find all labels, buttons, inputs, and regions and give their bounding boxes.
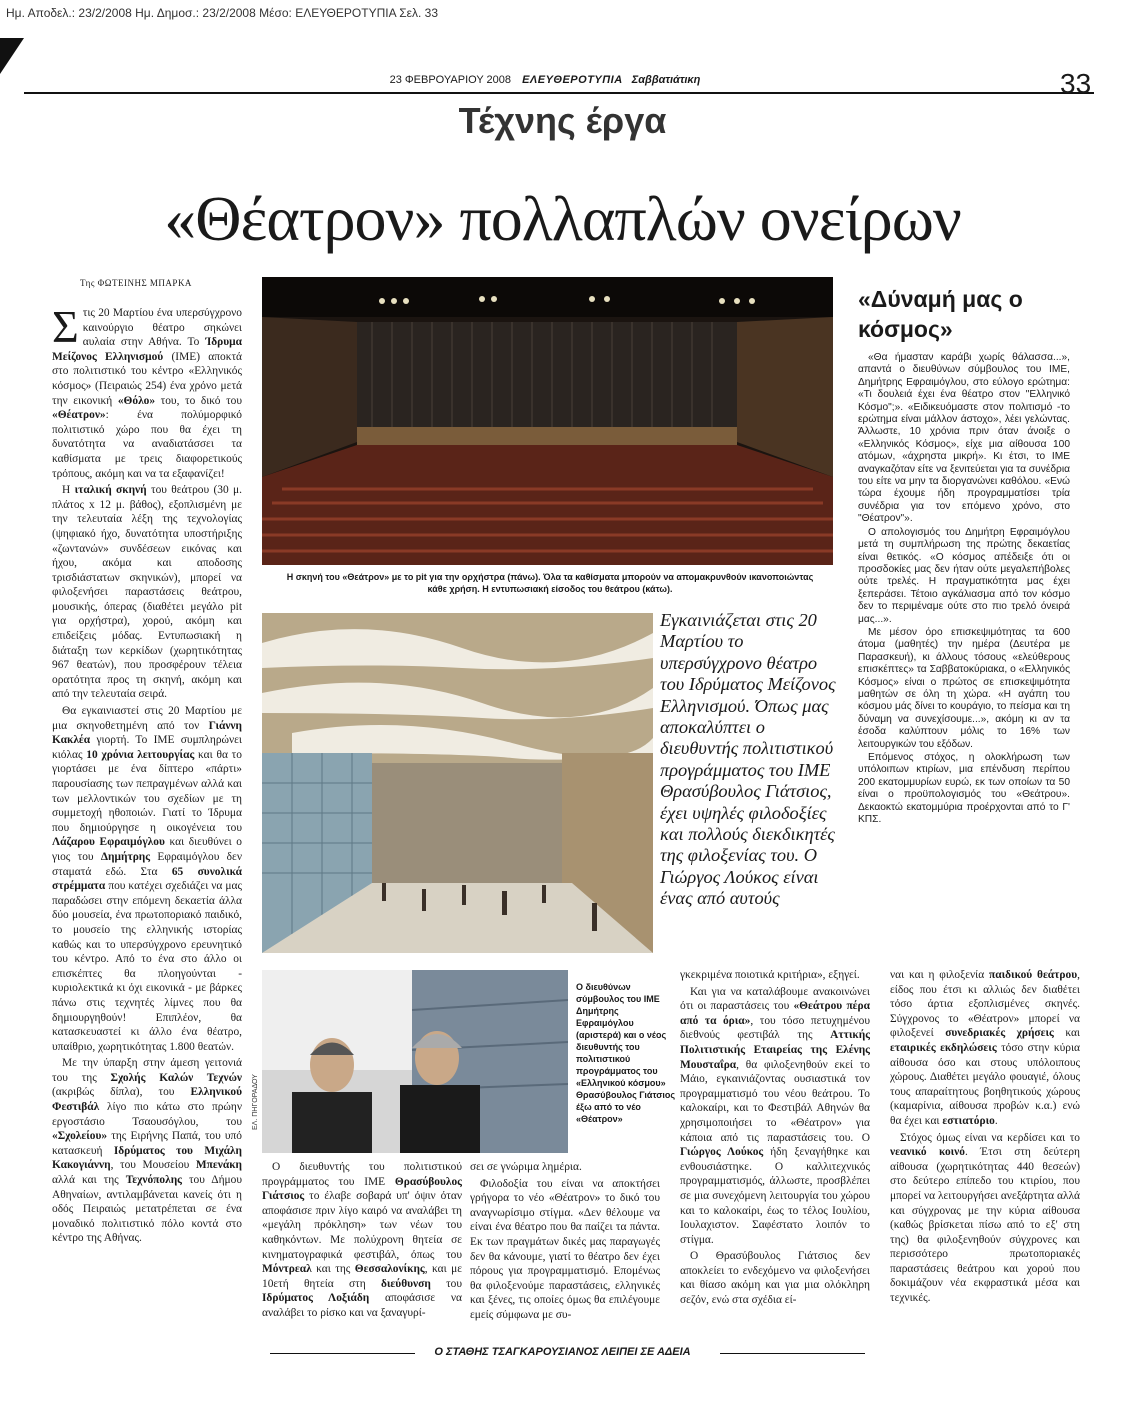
header-date: 23 ΦΕΒΡΟΥΑΡΙΟΥ 2008 <box>389 74 511 86</box>
theatre-entrance-illustration <box>262 613 653 953</box>
article-column-b1: Ο διευθυντής του πολιτιστικού προγράμματος του ΙΜΕ Θρασύβουλος Γιάτσιος το έλαβε σοβαρά υπ' όψιν όταν αποφάσισε πριν λίγο καιρό να αναλάβει τη «μεγάλη πρόκληση» των νέων του καθηκόντων. Με πολύχρονη θητεία σε κινηματογραφικά φεστιβάλ, όπως του Μόντρεαλ και της Θεσσαλονίκης, και με 10ετή θητεία στη διεύθυνση του Ιδρύματος Λοξιάδη αποφάσισε να αναλάβει το ρίσκο και να ξαναγυρί- <box>262 1161 462 1319</box>
directors-photo <box>262 970 568 1153</box>
page-corner-mark <box>0 38 24 74</box>
article-column-b2: σει σε γνώριμα λημέρια. Φιλοδοξία του είναι να αποκτήσει γρήγορα το νέο «Θέατρον» το δικό του αναγνωρίσιμο στίγμα. «Δεν θέλουμε να είναι ένα θέατρο που θα παίζει τα πάντα. Εκ των πραγμάτων δικές μας παραγωγές δεν θα κάνουμε, γιατί το θέατρο δεν έχει πόρους για προγραμματισμό. Επομένως θα φιλοξενούμε παραστάσεις, ελληνικές και ξένες, τις οποίες όμως θα επιλέγουμε εμείς σύμφωνα με συ- <box>470 1161 660 1321</box>
page-header <box>20 74 1070 86</box>
page-number: 33 <box>1060 68 1092 99</box>
headline: «Θέατρον» πολλαπλών ονείρων <box>164 183 961 254</box>
article-column-c1: γκεκριμένα ποιοτικά κριτήρια», εξηγεί. Και για να καταλάβουμε ανακοινώνει ότι οι παραστάσεις του «Θεάτρου πέρα από τα όρια», του τόσο πετυχημένου διεθνούς φεστιβάλ της Αττικής Πολιτιστικής Εταιρείας της Ελένης Μουσταΐρα, θα φιλοξενηθούν εκεί το Μάιο, εγκαινιάζοντας ουσιαστικά τον προγραμματισμό του νέου θεάτρου. Το καλοκαίρι, και το Φεστιβάλ Αθηνών θα χρησιμοποιήσει το «Θέατρον» για κάποια από τις παραστάσεις του. Ο Γιώργος Λούκος ήδη ξεναγήθηκε και ενθουσιάστηκε. Ο καλλιτεχνικός προγραμματισμός, άλλωστε, προσβλέπει σε μια συνεχόμενη λειτουργία του χώρου και το καλοκαίρι, έως το τέλος Ιουλίου, Ιουλαχιστον. Σαφέστατο λοιπόν το στίγμα. Ο Θρασύβουλος Γιάτσιος δεν αποκλείει το ενδεχόμενο να φιλοξενήσει και θίασο ακόμη και για μια ολόκληρη σεζόν, ενώ στα σχέδια εί- <box>680 969 870 1307</box>
theatre-stage-photo <box>262 277 833 565</box>
photo-caption-small: Ο διευθύνων σύμβουλος του ΙΜΕ Δημήτρης Εφραιμόγλου (αριστερά) και ο νέος διευθυντής του πολιτιστικού προγράμματος του «Ελληνικού κόσμου» Θρασύβουλος Γιάτσιος έξω από το νέο «Θέατρον» <box>576 982 676 1124</box>
sidebar-text: «Θα ήμασταν καράβι χωρίς θάλασσα...», απαντά ο διευθύνων σύμβουλος του ΙΜΕ, Δημήτρης Εφραιμόγλου, στο εύλογο ερώτημα: «Τι δουλειά έχει ένα θέατρο στον "Ελληνικό Κόσμο";». «Ειδικευόμαστε στον πολιτισμό -το ερώτημα είναι μάλλον άστοχο», λέει γελώντας. Άλλωστε, 10 χρόνια πριν όταν άνοιξε ο «Ελληνικός Κόσμος», είχε μια αίθουσα 100 ατόμων, «άχρηστα μικρή». Κι έτσι, το ΙΜΕ αναγκαζόταν είτε να ξενιτεύεται για τα συνέδρια του είτε να μην τα διοργανώνει καθόλου. «Ενώ τώρα έχουμε ήδη προγραμματίσει τρία συνέδρια για τον επόμενο χρόνο, στο "Θέατρον"». Ο απολογισμός του Δημήτρη Εφραιμόγλου μετά τη συμπλήρωση της πρώτης δεκαετίας είναι θετικός. «Ο κόσμος απέδειξε ότι οι προσδοκίες μας δεν ήταν ούτε μεγαλεπήβολες ούτε τρελές. Η πραγματικότητα μας έχει ξεπεράσει. Τέτοιο αγκάλιασμα από τον κόσμο δεν το περιμέναμε ούτε στο πιο τρελό όνειρά μας...». Με μέσον όρο επισκεψιμότητας τα 600 άτομα (μαθητές) την ημέρα (Δευτέρα με Παρασκευή), κι άλλους τόσους «ελεύθερους επισκέπτες» τα Σαββατοκύριακα, ο «Ελληνικός Κόσμος» είναι ο πρώτος σε επισκεψιμότητα μαθητών σε όλη τη χώρα. «Η αγάπη του κόσμου μάς δίνει το κουράγιο, το πείσμα και τη δύναμη να συνεχίσουμε...», ακόμη κι αν τα έσοδα καλύπτουν μόλις το 16% των λειτουργικών του εξόδων. Επόμενος στόχος, η ολοκλήρωση των υπόλοιπων κτιρίων, μια επένδυση περίπου 200 εκατομμυρίων ευρώ, εκ των οποίων τα 50 είναι ο προϋπολογισμός του «Θεάτρου». Δεκαοκτώ εκατομμύρια προέρχονται από το Γ' ΚΠΣ. <box>858 352 1070 826</box>
photo-caption-top: Η σκηνή του «Θεάτρον» με το pit για την ορχήστρα (πάνω). Όλα τα καθίσματα μπορούν να απομακρυνθούν ικανοποιώντας κάθε χρήση. Η εντυπωσιακή είσοδος του θεάτρου (κάτω). <box>286 572 814 594</box>
dropcap: Σ <box>52 306 79 352</box>
byline: Της ΦΩΤΕΙΝΗΣ ΜΠΑΡΚΑ <box>80 278 192 288</box>
footer-note: Ο ΣΤΑΘΗΣ ΤΣΑΓΚΑΡΟΥΣΙΑΝΟΣ ΛΕΙΠΕΙ ΣΕ ΑΔΕΙΑ <box>434 1346 691 1358</box>
clipping-meta-line: Ημ. Αποδελ.: 23/2/2008 Ημ. Δημοσ.: 23/2/2008 Μέσο: ΕΛΕΥΘΕΡΟΤΥΠΙΑ Σελ. 33 <box>6 6 439 20</box>
footer-rule-right <box>720 1353 865 1354</box>
article-column-1: Στις 20 Μαρτίου ένα υπερσύγχρονο καινούργιο θέατρο σηκώνει αυλαία στην Αθήνα. Το Ίδρυμα Μείζονος Ελληνισμού (ΙΜΕ) αποκτά στο πολιτιστικό του κέντρο «Ελληνικός κόσμος» (Πειραιώς 254) ένα χρόνο μετά την εικονική «Θόλο» του, το δικό του «Θέατρον»: ένα πολύμορφικό πολιτιστικό χώρο που θα έχει τη δυνατότητα να αναδιατάσσει τα καθίσματα με τρεις διαφορετικούς τρόπους, ακόμη και να τα εξαφανίζει! Η ιταλική σκηνή του θεάτρου (30 μ. πλάτος x 12 μ. βάθος), εξοπλισμένη με την τελευταία λέξη της τεχνολογίας (ψηφιακό ήχο, δυνατότητα υποστήριξης «ζωντανών» συνδέσεων εικόνας και ήχου, ακόμα και αποδοσης τρισδιάστατων σκηνικών), μπορεί να φιλοξενήσει παραστάσεις θεάτρου, μουσικής, όπερας (διαθέτει μεγάλο pit για ορχήστρα), χορού, ακόμη και επιδείξεις μόδας. Εντυπωσιακή η διάταξη των κερκίδων (χωρητικότητας 967 θεατών), που προσφέρουν τέλεια ορατότητα προς τη σκηνή, ακόμη και από την τελευταία σειρά. Θα εγκαινιαστεί στις 20 Μαρτίου με μια σκηνοθετημένη από τον Γιάννη Κακλέα γιορτή. Το ΙΜΕ συμπληρώνει κιόλας 10 χρόνια λειτουργίας και θα το γιορτάσει με ένα δίπτερο «πάρτι» παρουσίασης των πεπραγμένων αλλά και των μελλοντικών του σχεδίων με τη συμμετοχή ηθοποιών. Γιατί το Ίδρυμα που δημιούργησε η οικογένεια του Λάζαρου Εφραιμόγλου και διευθύνει ο γιος του Δημήτρης Εφραιμόγλου δεν σταματά εδώ. Στα 65 συνολικά στρέμματα που κατέχει σχεδιάζει να μας παραδώσει στην επόμενη δεκαετία άλλα δύο μουσεία, ένα πρωτοποριακό παιδικό, το μουσείο της ελληνικής ιστορίας καθώς και το υπερσύγχρονο ερευνητικό του κέντρο. Από το ένα στο άλλο οι επισκέπτες θα πλοηγούνται - κυριολεκτικά κι όχι εικονικά - με βάρκες πάνω στις τεχνητές λίμνες που θα δημιουργηθούν! Επιπλέον, θα κατασκευαστεί κι άλλο ένα θέατρο, υπαίθριο, χωρητικότητας 1.800 θεατών. Με την ύπαρξη στην άμεση γειτονιά του της Σχολής Καλών Τεχνών (ακριβώς δίπλα), του Ελληνικού Φεστιβάλ λίγο πιο κάτω στο πρώην εργοστάσιο Τσαουσόγλου, του «Σχολείου» της Ειρήνης Παπά, του υπό κατασκευή Ιδρύματος του Μιχάλη Κακογιάννη, του Μουσείου Μπενάκη αλλά και της Τεχνόπολης του Δήμου Αθηναίων, αντιλαμβάνεται κανείς ότι η οδός Πειραιώς μετατρέπεται σε ένα μοναδικό πολιτιστικό πόλο κοντά στο κέντρο της Αθήνας. <box>52 306 242 1245</box>
sidebar-title: «Δύναμή μας ο κόσμος» <box>858 286 1023 342</box>
pull-quote: Εγκαινιάζεται στις 20 Μαρτίου το υπερσύγχρονο θέατρο του Ιδρύματος Μείζονος Ελληνισμού. Όπως μας αποκαλύπτει ο διευθυντής πολιτιστικού προγράμματος του ΙΜΕ Θρασύβουλος Γιάτσιος, έχει υψηλές φιλοδοξίες και πολλούς διεκδικητές της φιλοξενίας του. Ο Γιώργος Λούκος είναι ένας από αυτούς <box>660 610 836 909</box>
section-title: Τέχνης έργα <box>458 100 667 141</box>
header-rule <box>24 92 1094 94</box>
directors-illustration <box>262 970 568 1153</box>
theatre-entrance-photo <box>262 613 653 953</box>
header-section: Σαββατιάτικη <box>631 74 701 86</box>
header-publication: ΕΛΕΥΘΕΡΟΤΥΠΙΑ <box>522 74 623 86</box>
theatre-stage-illustration <box>262 277 833 565</box>
photo-credit: ΕΛ. ΠΗΓΟΡΑΔΟΥ <box>252 1074 259 1130</box>
article-column-c2: ναι και η φιλοξενία παιδικού θεάτρου, είδος που έτσι κι αλλιώς δεν διαθέτει τόσο άρτια εξοπλισμένες σκηνές. Σύγχρονος το «Θέατρον» μπορεί να φιλοξενεί συνεδριακές χρήσεις και εταιρικές εκδηλώσεις τόσο στην κύρια αίθουσα όσο και στους υπόλοιπους χώρους. Διαθέτει μεγάλο φουαγιέ, όλους τους απαραίτητους βοηθητικούς χώρους (καμαρίνια, αίθουσα προβών κ.α.) ενώ θα έχει και εστιατόριο. Στόχος όμως είναι να κερδίσει και το νεανικό κοινό. Έτσι στη δεύτερη αίθουσα (χωρητικότητας 440 θεσεών) στο δεύτερο επίπεδο του κτιρίου, που μπορεί να λειτουργήσει ανεξάρτητα αλλά και σύγχρονας με την κύρια αίθουσα (καθώς βρίσκεται πίσω από το εξ' στη της) θα φιλοξενηθούν σύγχρονες και περισσότερο πρωτοποριακές παραστάσεις θεάτρου και χορού που δοκιμάζουν νέα εκφραστικά μέσα και τεχνικές. <box>890 969 1080 1305</box>
